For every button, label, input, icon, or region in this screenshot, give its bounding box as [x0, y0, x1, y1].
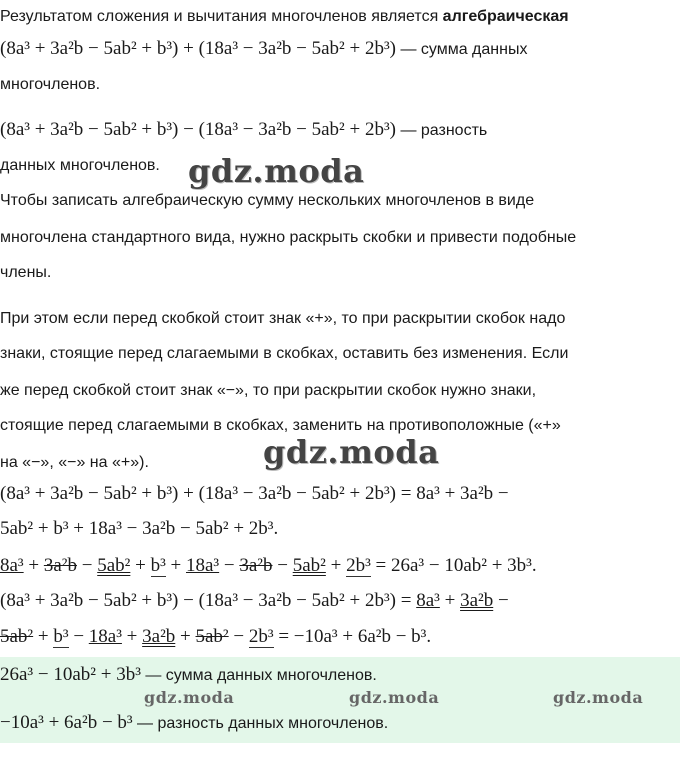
line-segment: +	[439, 590, 461, 611]
line-segment: = −10a³ + 6a²b − b³.	[273, 626, 432, 647]
line-segment: 5ab²	[195, 626, 229, 647]
line-segment: (8a³ + 3a²b − 5ab² + b³) + (18a³ − 3a²b − 5ab² + 2b³)	[0, 38, 396, 59]
formula-line	[0, 119, 680, 141]
line-segment: −	[77, 555, 98, 576]
formula-line	[0, 590, 680, 612]
text-line	[0, 310, 680, 328]
formula-line	[0, 626, 680, 648]
line-segment: 8a³	[416, 590, 440, 611]
line-segment: 3a²b	[460, 590, 494, 611]
line-segment: члены.	[0, 264, 52, 281]
line-segment: 5ab²	[0, 626, 34, 647]
answer-sum-line	[0, 664, 680, 686]
line-segment: 5ab² + b³ + 18a³ − 3a²b − 5ab² + 2b³.	[0, 518, 279, 539]
line-segment: — разность данных многочленов.	[132, 715, 389, 732]
line-segment: +	[165, 555, 186, 576]
line-segment: = 26a³ − 10ab² + 3b³.	[370, 555, 537, 576]
line-segment: — сумма данных многочленов.	[140, 667, 377, 684]
line-segment: — сумма данных	[396, 41, 528, 58]
line-segment: 8a³	[0, 555, 24, 576]
line-segment: 2b³	[346, 555, 371, 577]
line-segment: b³	[53, 626, 68, 648]
text-line	[0, 382, 680, 400]
formula-line	[0, 38, 680, 60]
line-segment: (8a³ + 3a²b − 5ab² + b³) − (18a³ − 3a²b − 5ab² + 2b³) =	[0, 590, 417, 611]
line-segment: −	[272, 555, 293, 576]
line-segment: −	[228, 626, 249, 647]
text-line	[0, 264, 680, 282]
line-segment: −	[493, 590, 509, 611]
line-segment: 2b³	[249, 626, 274, 648]
text-line	[0, 192, 680, 210]
line-segment: При этом если перед скобкой стоит знак «+», то при раскрытии скобок надо	[0, 310, 566, 327]
line-segment: (8a³ + 3a²b − 5ab² + b³) − (18a³ − 3a²b − 5ab² + 2b³)	[0, 119, 396, 140]
line-segment: — разность	[396, 122, 488, 139]
watermark-logo: gdz.moda	[553, 688, 644, 707]
line-segment: 26a³ − 10ab² + 3b³	[0, 664, 141, 685]
text-line	[0, 229, 680, 247]
line-segment: +	[33, 626, 54, 647]
line-segment: +	[175, 626, 196, 647]
line-segment: 3a²b	[239, 555, 273, 576]
text-line	[0, 8, 680, 26]
line-segment: 5ab²	[292, 555, 326, 576]
line-segment: 3a²b	[43, 555, 77, 576]
line-segment: данных многочленов.	[0, 157, 160, 174]
text-line	[0, 76, 680, 94]
line-segment: знаки, стоящие перед слагаемыми в скобках, оставить без изменения. Если	[0, 345, 569, 362]
watermark-logo: gdz.moda	[349, 688, 440, 707]
watermark-logo: gdz.moda	[188, 152, 365, 190]
watermark-logo: gdz.moda	[144, 688, 235, 707]
line-segment: Чтобы записать алгебраическую сумму нескольких многочленов в виде	[0, 192, 535, 209]
line-segment: 3a²b	[142, 626, 176, 647]
line-segment: (8a³ + 3a²b − 5ab² + b³) + (18a³ − 3a²b − 5ab² + 2b³) = 8a³ + 3a²b −	[0, 483, 509, 504]
line-segment: +	[130, 555, 151, 576]
line-segment: Результатом сложения и вычитания многочленов является	[0, 8, 443, 25]
answer-difference-line	[0, 712, 680, 734]
line-segment: −	[219, 555, 240, 576]
line-segment: многочлена стандартного вида, нужно раскрыть скобки и привести подобные	[0, 229, 577, 246]
formula-line	[0, 518, 680, 540]
line-segment: +	[23, 555, 44, 576]
line-segment: −	[68, 626, 89, 647]
line-segment: +	[121, 626, 143, 647]
line-segment: многочленов.	[0, 76, 101, 93]
watermark-logo: gdz.moda	[263, 433, 440, 471]
line-segment: 5ab²	[97, 555, 131, 576]
text-line	[0, 345, 680, 363]
line-segment: 18a³	[186, 555, 220, 576]
line-segment: b³	[151, 555, 166, 577]
line-segment: же перед скобкой стоит знак «−», то при раскрытии скобок нужно знаки,	[0, 382, 537, 399]
line-segment: на «−», «−» на «+»).	[0, 454, 149, 471]
line-segment: 18a³	[88, 626, 122, 647]
formula-line	[0, 555, 680, 577]
formula-line	[0, 483, 680, 505]
line-segment: стоящие перед слагаемыми в скобках, заменить на противоположные («+»	[0, 417, 561, 434]
line-segment: алгебраическая	[442, 8, 569, 25]
line-segment: −10a³ + 6a²b − b³	[0, 712, 133, 733]
line-segment: +	[325, 555, 347, 576]
